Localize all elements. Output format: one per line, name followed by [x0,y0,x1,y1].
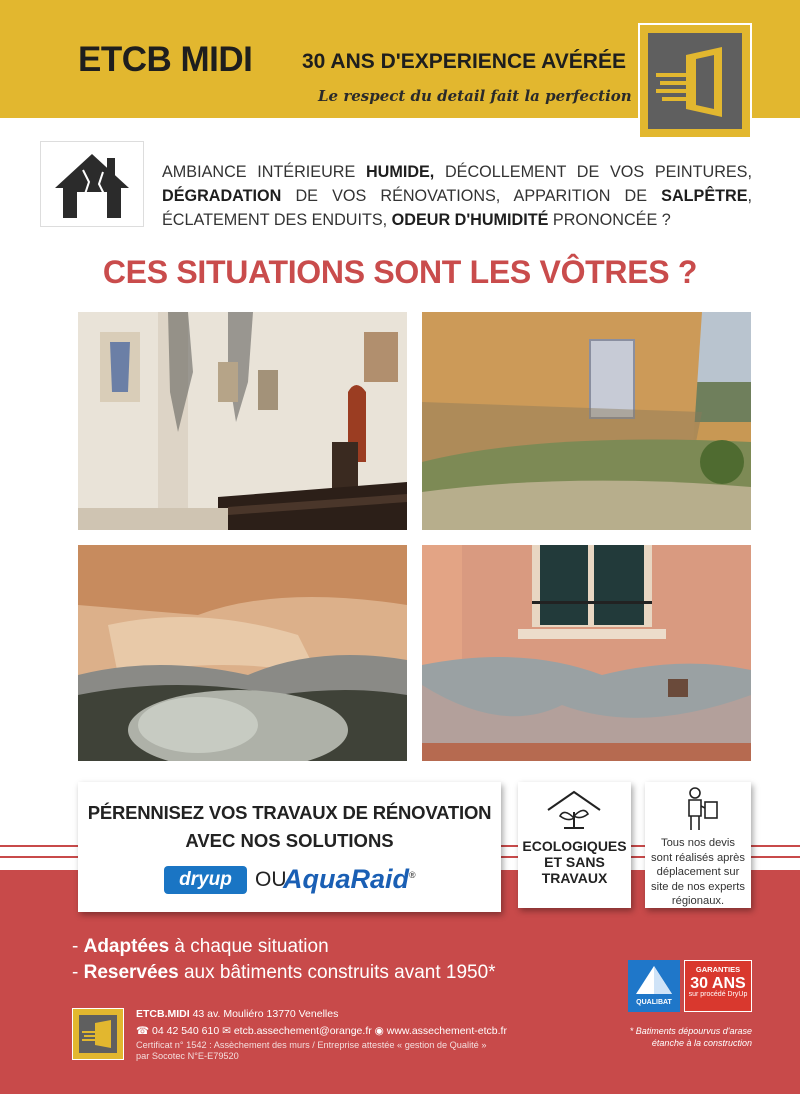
globe-icon: ◉ [374,1025,384,1037]
expert-clipboard-icon [681,786,721,837]
experience-claim: 30 ANS D'EXPERIENCE AVÉRÉE [302,50,626,73]
email-address[interactable]: etcb.assechement@orange.fr [233,1025,372,1037]
company-logo [638,23,752,139]
qualibat-pyramid-icon [628,960,680,1000]
tagline: Le respect du detail fait la perfection [318,87,632,105]
footnote: étanche à la construction [651,1038,752,1048]
devis-text: Tous nos devis sont réalisés après déplacement sur site de nos experts régionaux. [651,837,745,907]
photo-salpetre-wall [78,545,407,761]
email-icon: ✉ [222,1025,231,1037]
footer-logo [72,1008,124,1060]
certificate-line: par Socotec N°E-E79520 [136,1051,239,1061]
company-address: ETCB.MIDI 43 av. Mouliéro 13770 Venelles [136,1008,339,1020]
dryup-logo: dryup [164,866,247,894]
guarantee-badge: GARANTIES 30 ANS sur procédé DryUp [684,960,752,1012]
intro-paragraph: AMBIANCE INTÉRIEURE HUMIDE, DÉCOLLEMENT DE VOS PEINTURES, DÉGRADATION DE VOS RÉNOVATIONS, APPARITION DE SALPÊTRE, ÉCLATEMENT DES ENDUITS, ODEUR D'HUMIDITÉ PRONONCÉE ? [162,163,752,229]
benefit-item: - Reservées aux bâtiments construits avant 1950* [72,962,496,983]
solutions-card [78,782,501,912]
photo-chapel-interior [78,312,407,530]
logo-emblem-icon [79,1015,117,1053]
website-link[interactable]: www.assechement-etcb.fr [386,1025,507,1037]
devis-card [645,782,751,908]
footnote: * Batiments dépourvus d'arase [629,1026,752,1036]
phone-number[interactable]: 04 42 540 610 [152,1025,220,1037]
benefit-item: - Adaptées à chaque situation [72,936,329,957]
contact-line [136,1025,507,1037]
phone-icon: ☎ [136,1025,150,1037]
aquaraid-logo: AquaRaid® [283,864,416,894]
logo-emblem-icon [648,33,742,129]
eco-house-plant-icon [544,788,604,839]
solutions-or: OU [255,868,287,891]
brand-name: ETCB MIDI [78,40,253,79]
photo-facade-window [422,545,751,761]
eco-text: ECOLOGIQUES ET SANS TRAVAUX [522,838,627,886]
qualibat-badge: QUALIBAT [628,960,680,1012]
solutions-heading-line2: AVEC NOS SOLUTIONS [185,830,394,851]
solutions-heading-line1: PÉRENNISEZ VOS TRAVAUX DE RÉNOVATION [87,802,492,823]
eco-card [518,782,631,908]
damaged-house-icon [40,141,144,227]
photo-house-exterior [422,312,751,530]
headline: CES SITUATIONS SONT LES VÔTRES ? [102,254,698,290]
certificate-line: Certificat n° 1542 : Assèchement des murs / Entreprise attestée « gestion de Qualité » [136,1040,487,1050]
